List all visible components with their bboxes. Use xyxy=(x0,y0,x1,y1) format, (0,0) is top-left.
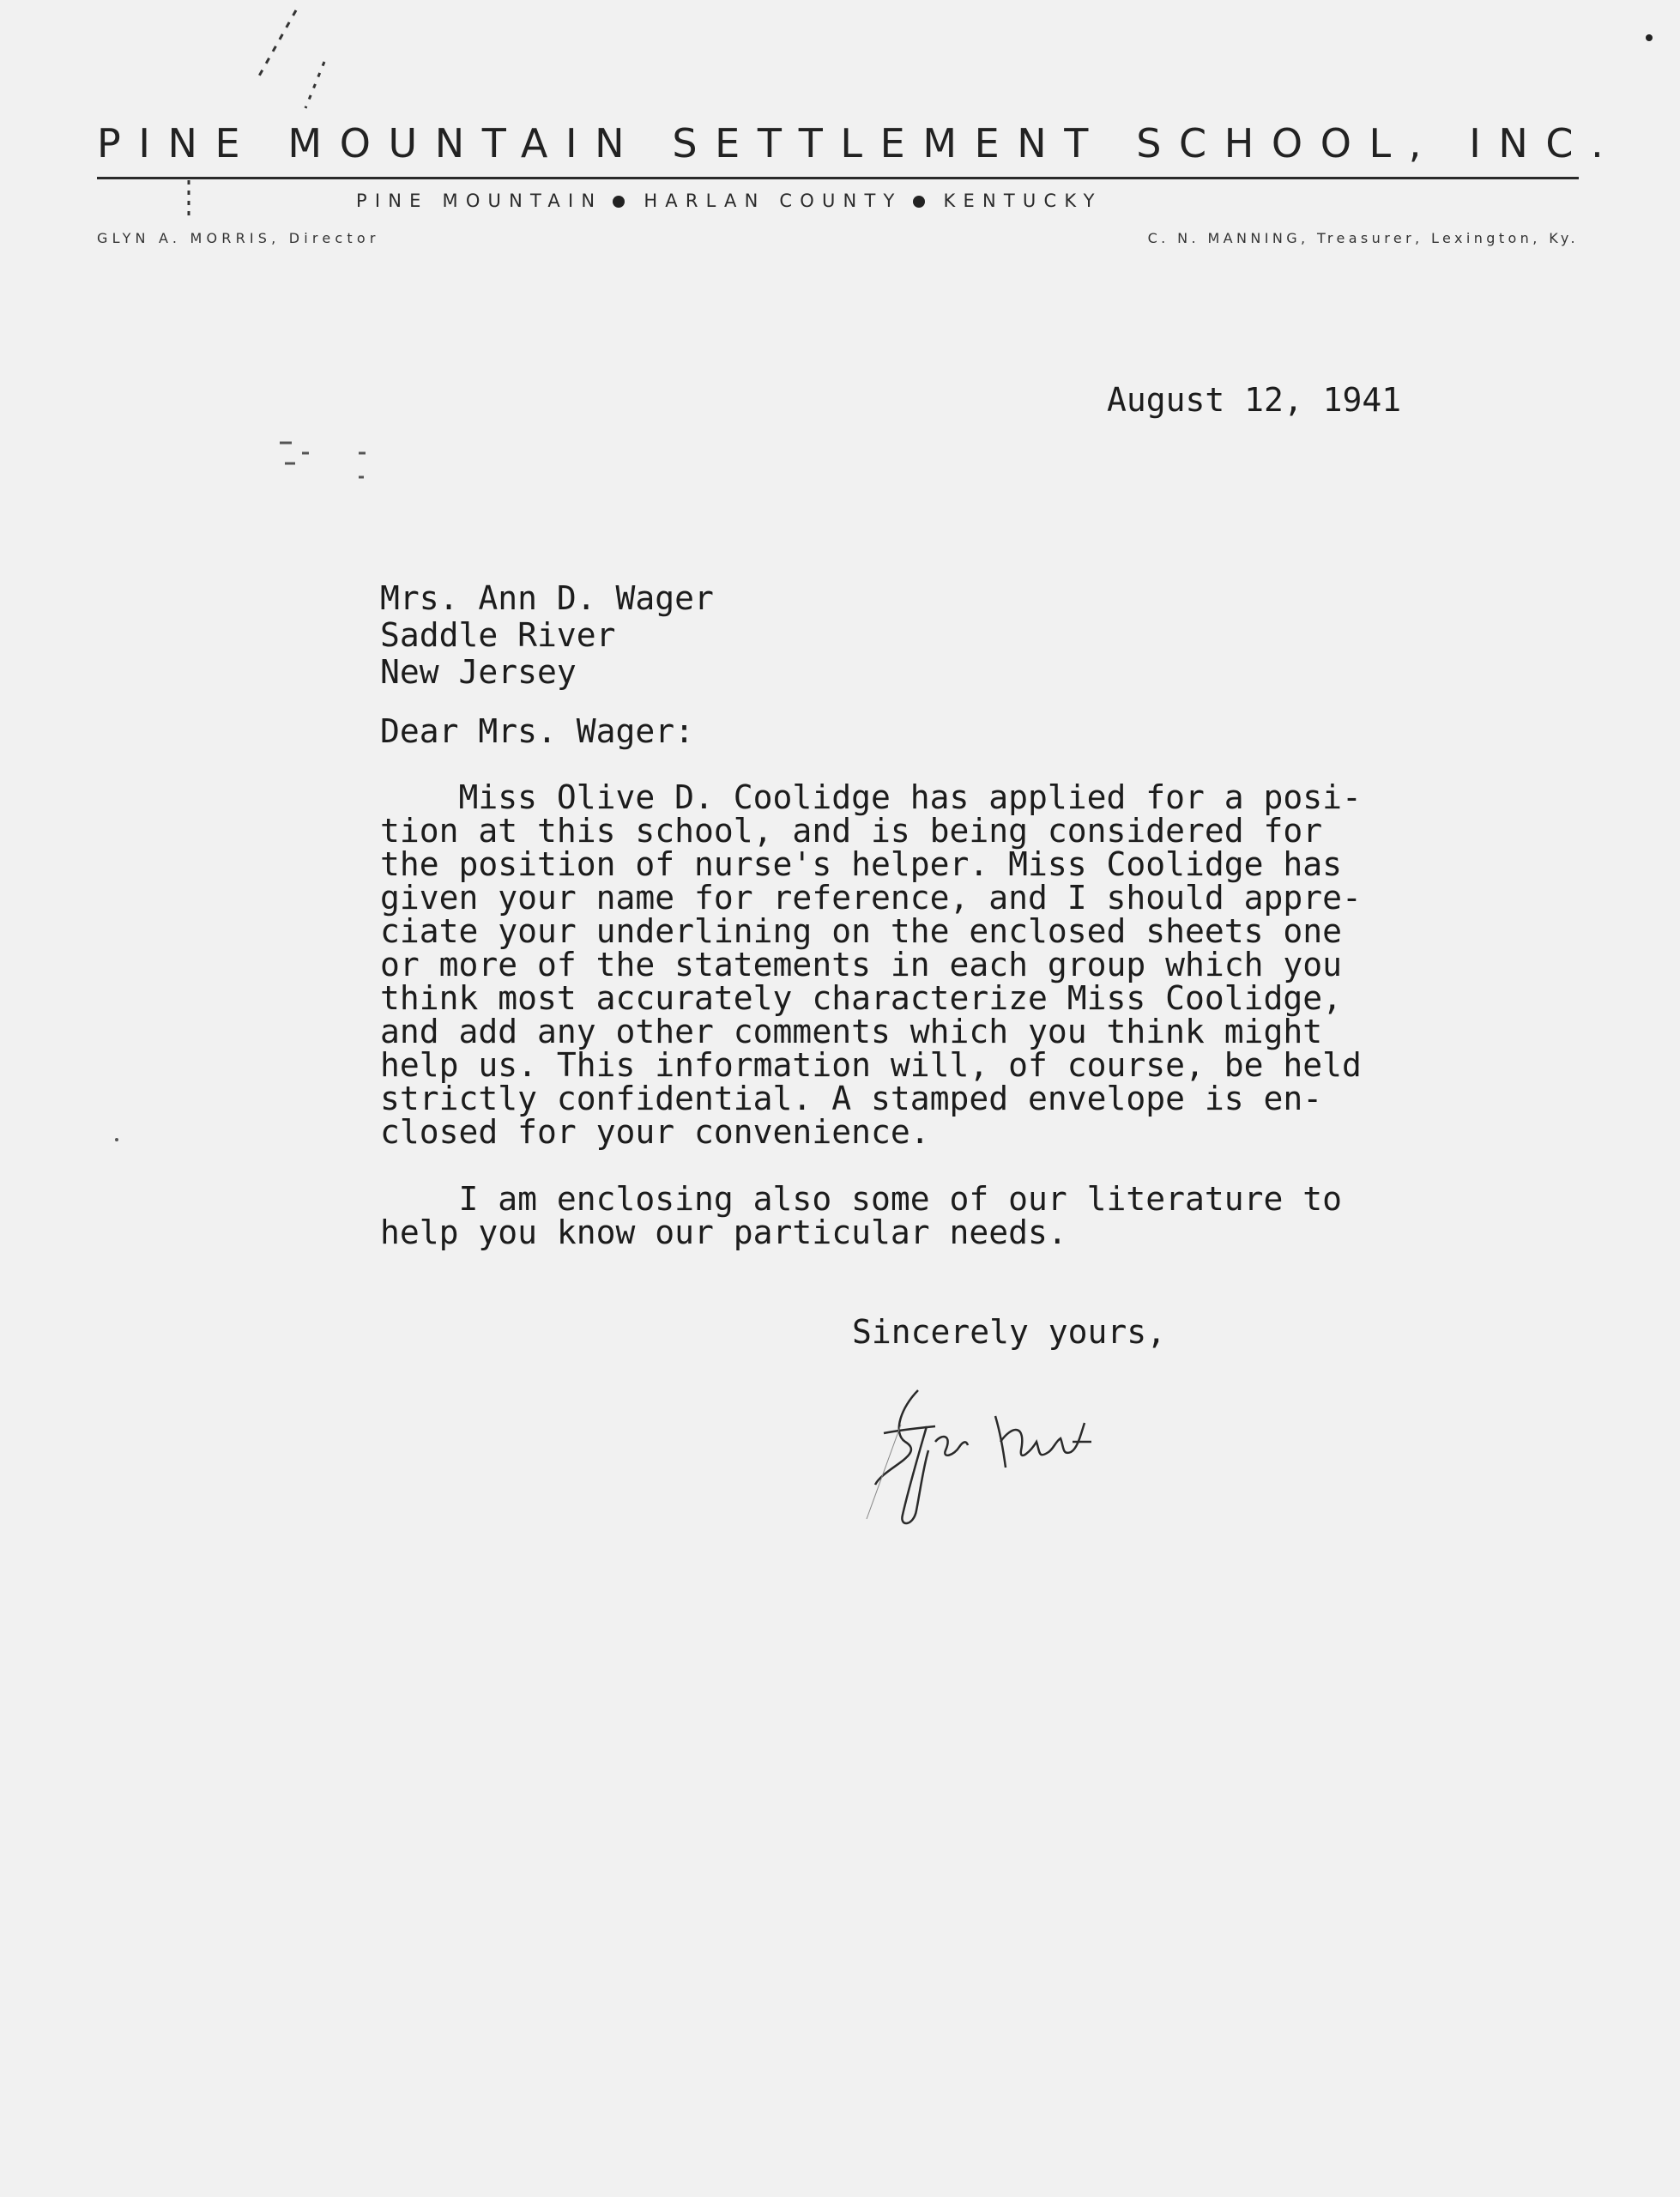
letterhead-address xyxy=(356,191,1103,211)
recipient-line: Saddle River xyxy=(380,616,616,654)
body-line: closed for your convenience. xyxy=(380,1113,930,1151)
body-line: given your name for reference, and I should appre- xyxy=(380,879,1362,917)
body-paragraph-1 xyxy=(380,778,1362,1151)
body-line: and add any other comments which you think might xyxy=(380,1013,1323,1050)
letterhead-treasurer: C. N. MANNING, Treasurer, Lexington, Ky. xyxy=(1147,230,1579,246)
body-line: ciate your underlining on the enclosed sheets one xyxy=(380,912,1343,950)
letterhead-title: PINE MOUNTAIN SETTLEMENT SCHOOL, INC. xyxy=(97,120,1622,166)
salutation: Dear Mrs. Wager: xyxy=(380,712,695,750)
body-line: tion at this school, and is being considered for xyxy=(380,812,1323,850)
recipient-address xyxy=(380,580,714,691)
address-part-state: KENTUCKY xyxy=(943,191,1103,211)
closing: Sincerely yours, xyxy=(852,1313,1167,1351)
body-line: think most accurately characterize Miss Coolidge, xyxy=(380,979,1343,1017)
body-paragraph-2 xyxy=(380,1180,1343,1251)
body-line: I am enclosing also some of our literature to xyxy=(380,1180,1343,1218)
body-line: strictly confidential. A stamped envelope is en- xyxy=(380,1080,1323,1117)
bullet-dot-icon xyxy=(913,196,925,208)
letterhead-rule xyxy=(97,177,1579,179)
signature xyxy=(849,1373,1158,1545)
address-part-town: PINE MOUNTAIN xyxy=(356,191,603,211)
body-line: the position of nurse's helper. Miss Coolidge has xyxy=(380,845,1343,883)
address-part-county: HARLAN COUNTY xyxy=(644,191,903,211)
body-line: or more of the statements in each group which you xyxy=(380,946,1343,984)
recipient-line: Mrs. Ann D. Wager xyxy=(380,579,714,617)
recipient-line: New Jersey xyxy=(380,653,577,691)
body-line: help you know our particular needs. xyxy=(380,1213,1067,1251)
letterhead-director: GLYN A. MORRIS, Director xyxy=(97,230,380,246)
body-line: help us. This information will, of course, be held xyxy=(380,1046,1362,1084)
bullet-dot-icon xyxy=(613,196,625,208)
body-line: Miss Olive D. Coolidge has applied for a posi- xyxy=(380,778,1362,816)
letter-date: August 12, 1941 xyxy=(1107,381,1402,419)
